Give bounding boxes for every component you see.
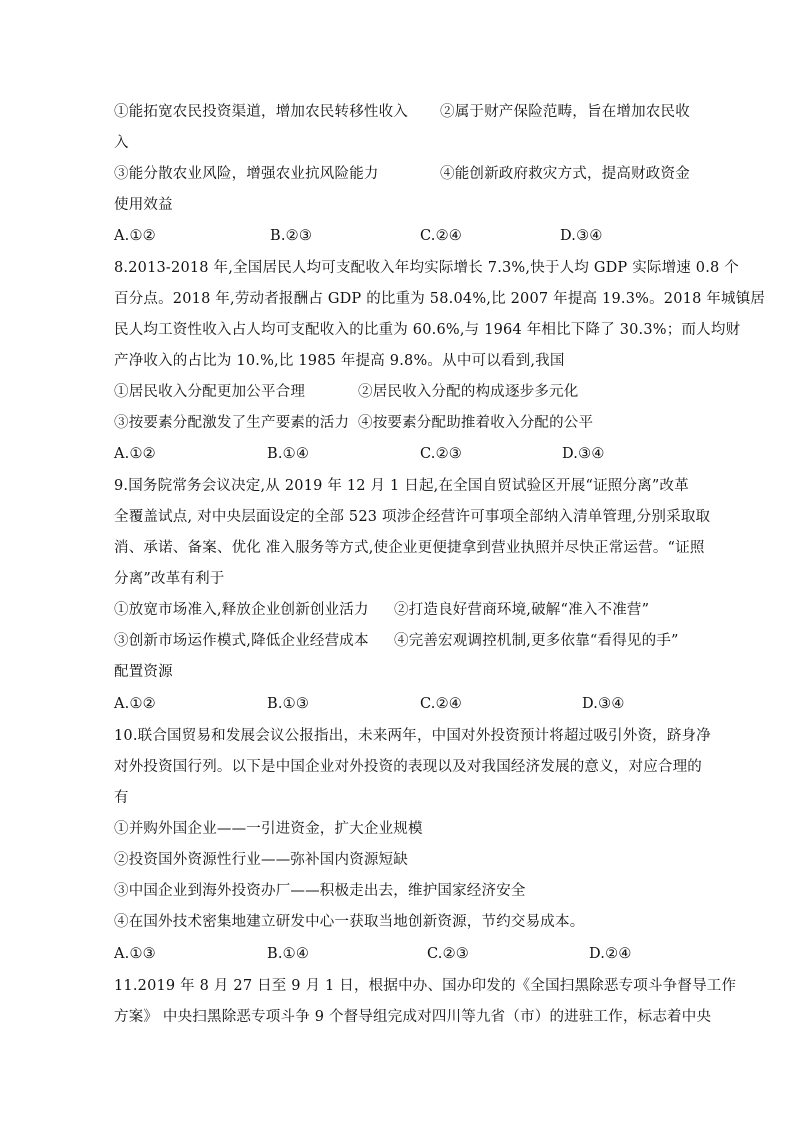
q10-item-3: ③中国企业到海外投资办厂——积极走出去，维护国家经济安全 [114, 883, 526, 899]
q9-statement-3: ③创新市场运作模式,降低企业经营成本 [114, 633, 369, 649]
q7-statement-3: ③能分散农业风险，增强农业抗风险能力 [114, 166, 379, 182]
q8-option-d[interactable]: D.③④ [562, 446, 605, 462]
q9-statement-2: ②打造良好营商环境,破解“准入不准营” [394, 602, 650, 618]
q10-option-a[interactable]: A.①③ [114, 946, 156, 962]
q10-option-c[interactable]: C.②③ [427, 946, 469, 962]
q7-statement-2-continued: 入 [114, 135, 129, 151]
q10-item-1: ①并购外国企业——一引进资金，扩大企业规模 [114, 821, 423, 837]
q7-option-b[interactable]: B.②③ [270, 228, 313, 244]
q9-statement-1: ①放宽市场准入,释放企业创新创业活力 [114, 602, 369, 618]
q10-option-b[interactable]: B.①④ [267, 946, 310, 962]
q7-statement-row-1 [114, 97, 694, 128]
q9-statement-4-continued: 配置资源 [114, 664, 173, 680]
q9-options [114, 689, 694, 720]
q10-options [114, 939, 694, 970]
q10-item-4: ④在国外技术密集地建立研发中心一获取当地创新资源，节约交易成本。 [114, 914, 585, 930]
q8-stem-line-4: 产净收入的占比为 10.%,比 1985 年提高 9.8%。从中可以看到,我国 [114, 353, 565, 369]
q9-option-b[interactable]: B.①③ [267, 696, 310, 712]
q9-option-d[interactable]: D.③④ [582, 696, 625, 712]
q9-statement-row-1 [114, 595, 694, 626]
q8-options [114, 439, 694, 470]
q7-option-c[interactable]: C.②④ [420, 228, 462, 244]
q10-stem-line-1: 10.联合国贸易和发展会议公报指出，未来两年，中国对外投资预计将超过吸引外资，跻身净 [114, 728, 711, 744]
q7-statement-4-continued: 使用效益 [114, 197, 173, 213]
q10-stem-line-3: 有 [114, 790, 129, 806]
q9-stem-line-2: 全覆盖试点, 对中央层面设定的全部 523 项涉企经营许可事项全部纳入清单管理,分别采取取 [114, 509, 711, 525]
q9-stem-line-1: 9.国务院常务会议决定,从 2019 年 12 月 1 日起,在全国自贸试验区开展“证照分离”改革 [114, 478, 689, 494]
q8-statement-3: ③按要素分配激发了生产要素的活力 [114, 415, 350, 431]
q8-statement-4: ④按要素分配助推着收入分配的公平 [358, 415, 594, 431]
q10-option-d[interactable]: D.②④ [589, 946, 632, 962]
q7-statement-2: ②属于财产保险范畴，旨在增加农民收 [440, 104, 690, 120]
q7-options [114, 221, 694, 252]
q7-statement-row-2 [114, 159, 694, 190]
q8-statement-1: ①居民收入分配更加公平合理 [114, 384, 306, 400]
q8-statement-2: ②居民收入分配的构成逐步多元化 [358, 384, 579, 400]
q10-item-2: ②投资国外资源性行业——弥补国内资源短缺 [114, 852, 408, 868]
q7-statement-1: ①能拓宽农民投资渠道，增加农民转移性收入 [114, 104, 408, 120]
q9-option-a[interactable]: A.①② [114, 696, 156, 712]
q9-stem-line-4: 分离”改革有利于 [114, 571, 225, 587]
q7-option-a[interactable]: A.①② [114, 228, 156, 244]
q9-option-c[interactable]: C.②④ [420, 696, 462, 712]
q8-statement-row-1 [114, 377, 694, 408]
q9-statement-4: ④完善宏观调控机制,更多依靠“看得见的手” [394, 633, 679, 649]
q11-stem-line-2: 方案》 中央扫黑除恶专项斗争 9 个督导组完成对四川等九省（市）的进驻工作，标志着中央 [114, 1009, 712, 1025]
q10-stem-line-2: 对外投资国行列。以下是中国企业对外投资的表现以及对我国经济发展的意义，对应合理的 [114, 759, 702, 775]
q11-stem-line-1: 11.2019 年 8 月 27 日至 9 月 1 日，根据中办、国办印发的《全国扫黑除恶专项斗争督导工作 [114, 978, 737, 994]
q8-stem-line-1: 8.2013-2018 年,全国居民人均可支配收入年均实际增长 7.3%,快于人均 GDP 实际增速 0.8 个 [114, 260, 739, 276]
q7-statement-4: ④能创新政府救灾方式，提高财政资金 [440, 166, 690, 182]
q7-option-d[interactable]: D.③④ [560, 228, 603, 244]
q8-stem-line-2: 百分点。2018 年,劳动者报酬占 GDP 的比重为 58.04%,比 2007 年提高 19.3%。2018 年城镇居 [114, 291, 766, 307]
q8-statement-row-2 [114, 408, 694, 439]
q9-statement-row-2 [114, 626, 694, 657]
q8-option-b[interactable]: B.①④ [267, 446, 310, 462]
q8-option-a[interactable]: A.①② [114, 446, 156, 462]
q9-stem-line-3: 消、承诺、备案、优化 准入服务等方式,使企业更便捷拿到营业执照并尽快正常运营。“证照 [114, 540, 705, 556]
q8-option-c[interactable]: C.②③ [420, 446, 462, 462]
q8-stem-line-3: 民人均工资性收入占人均可支配收入的比重为 60.6%,与 1964 年相比下降了 30.3%；而人均财 [114, 322, 741, 338]
